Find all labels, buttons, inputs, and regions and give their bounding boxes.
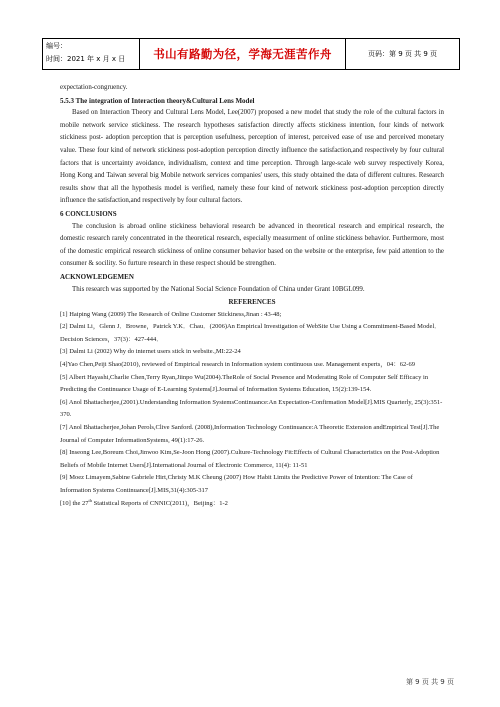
header-page-label: 页码：第 9 页 共 9 页 xyxy=(367,50,438,58)
reference-item-10 xyxy=(60,498,444,511)
reference-item: [6] Anol Bhattacherjee,(2001).Understanding Information SystemsContinuance:An Expectation-Confirmation Model[J].MIS Quarterly, 25(3):351-370. xyxy=(60,398,443,419)
paragraph-acknowledgement: This research was supported by the National Social Science Foundation of China under Grant 10BGL099. xyxy=(72,285,365,293)
page-footer-number: 第 9 页 共 9 页 xyxy=(405,678,454,686)
reference-item: [2] Dalmi Li，Glenn J．Browne，Patrick Y.K．Chau．(2006)An Empirical Investigation of WebSite Use Using a Commitment-Based Model．Decision Sciences，37(3)：427-444． xyxy=(60,323,441,343)
page-content xyxy=(60,82,444,510)
reference-10-superscript: th xyxy=(88,497,93,503)
reference-10-start: [10] the 27 xyxy=(60,499,89,507)
reference-item: [1] Haiping Wang (2009) The Research of Online Customer Stickiness,Jinan : 43-48; xyxy=(60,310,282,318)
reference-item: [8] Inseong Lee,Boreum Choi,Jinwoo Kim,Se-Joon Hong (2007).Culture-Technology Fit:Effects of Cultural Characteristics on the Post-Adoption Beliefs of Mobile Internet Users[J].International Journal of Electronic Commerce, 11(4): 11-51 xyxy=(60,449,440,469)
reference-item: [4]Yao Chen,Peiji Shao(2010), reviewed of Empirical research in Information system continuous use. Management experts，04：62-69 xyxy=(60,361,415,369)
page-header xyxy=(42,38,460,70)
section-heading-conclusions: 6 CONCLUSIONS xyxy=(60,209,117,218)
references-title: REFERENCES xyxy=(228,298,276,307)
paragraph-integration: Based on Interaction Theory and Cultural Lens Model, Lee(2007) proposed a new model that study the role of the cultural factors in mobile network service stickiness. The research hypotheses satisfaction directly affects stickiness intention, four kinds of network stickiness post- adoption perception that is perception usefulness, perception of interest, perceived ease of use and perceived monetary value. These four kind of network stickiness post-adoption perception directly influence the satisfaction,and respectively by four cultural factors that is uncertainty avoidance, individualism, context and time perception. Through large-scale web survey respectively Korea, Hong Kong and Taiwan several big Mobile network services companies' users, this study obtained the data of different cultures. Research results show that all the hypothesis model is verified, namely these four kind of network stickiness post-adoption perception directly influence the satisfaction,and respectively by four cultural factors. xyxy=(60,109,444,205)
header-motto-cell xyxy=(140,39,346,69)
paragraph-conclusion: The conclusion is abroad online stickiness behavioral research be advanced in theoretical research and empirical research, the domestic research rarely concentrated in the theoretical research, especially measurment of online stickiness behavior. Furthermore, most of the domestic empirical research stickiness of online consumer behavior based on the website or the enterprise, few paid attention to the consumer & socility. So furture research in these respect should be strengthen. xyxy=(60,222,444,268)
reference-list xyxy=(60,309,444,511)
section-heading-5-5-3: 5.5.3 The integration of Interaction theory&Cultural Lens Model xyxy=(60,96,255,105)
header-time-label: 时间：2021 年 x 月 x 日 xyxy=(46,55,126,63)
reference-item: [3] Dalmi Li (2002) Why do internet users stick in website.,MI:22-24 xyxy=(60,348,241,356)
reference-item: [7] Anol Bhattacherjee,Johan Perols,Clive Sanford. (2008),Information Technology Continuance:A Theoretic Extension andEmpirical Test[J].The Journal of Computer InformationSystems, 49(1):17-26. xyxy=(60,424,440,444)
header-motto: 书山有路勤为径，学海无涯苦作舟 xyxy=(153,47,332,61)
section-heading-acknowledgement: ACKNOWLEDGEMEN xyxy=(60,272,134,281)
reference-item: [5] Albert Hayashi,Charlie Chen,Terry Ryan,Jiinpo Wu(2004).TheRole of Social Presence and Moderating Role of Computer Self Efficacy in Predicting the Continuance Usage of E-Learning Systems[J].Journal of Information Systems Education, 15(2):139-154. xyxy=(60,373,429,394)
header-meta xyxy=(43,39,140,69)
paragraph-continuation: expectation-congruency. xyxy=(60,84,128,91)
reference-10-end: Statistical Reports of CNNIC(2011)，Beijing：1-2 xyxy=(92,499,228,507)
header-number-label: 编号： xyxy=(46,42,67,50)
reference-item: [9] Moez Limayem,Sabine Gabriele Hirt,Christy M.K Cheung (2007) How Habit Limits the Predictive Power of Intention: The Case of Information Systems Continuance[J].MIS,31(4):305-317 xyxy=(60,474,413,494)
